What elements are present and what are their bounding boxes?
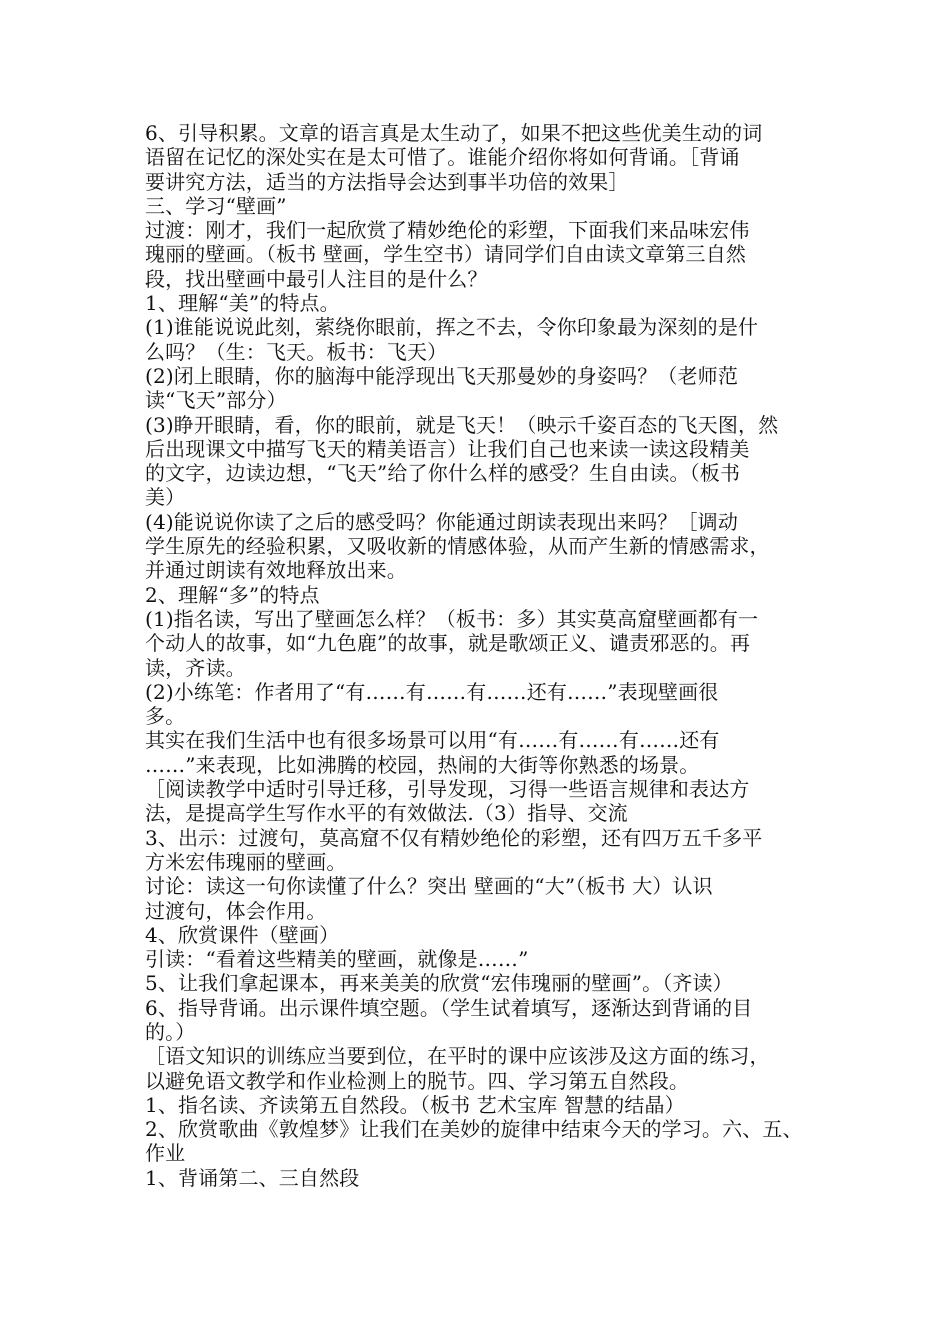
text-line: (3)睁开眼睛，看，你的眼前，就是飞天！（映示千姿百态的飞天图，然 <box>145 412 779 437</box>
text-line: ……”来表现，比如沸腾的校园，热闹的大街等你熟悉的场景。 <box>145 752 700 777</box>
text-line: 要讲究方法，适当的方法指导会达到事半功倍的效果］ <box>145 169 629 194</box>
text-line: 方米宏伟瑰丽的壁画。 <box>145 849 347 874</box>
text-line: 学生原先的经验积累，又吸收新的情感体验，从而产生新的情感需求， <box>145 534 770 559</box>
text-line: 段，找出壁画中最引人注目的是什么？ <box>145 266 488 291</box>
text-line: ［语文知识的训练应当要到位，在平时的课中应该涉及这方面的练习， <box>145 1044 770 1069</box>
text-line: 2、理解“多”的特点 <box>145 582 320 607</box>
text-line: 5、让我们拿起课本，再来美美的欣赏“宏伟瑰丽的壁画”。（齐读） <box>145 971 733 996</box>
text-line: (1)指名读，写出了壁画怎么样？（板书：多）其实莫高窟壁画都有一 <box>145 606 759 631</box>
text-line: 6、引导积累。文章的语言真是太生动了，如果不把这些优美生动的词 <box>145 121 763 145</box>
text-line: 后出现课文中描写飞天的精美语言）让我们自己也来读一读这段精美 <box>145 436 750 461</box>
text-line: 过渡：刚才，我们一起欣赏了精妙绝伦的彩塑，下面我们来品味宏伟 <box>145 218 750 243</box>
text-line: ［阅读教学中适时引导迁移，引导发现，习得一些语言规律和表达方 <box>145 777 750 802</box>
document-body <box>145 121 815 1190</box>
text-line: 以避免语文教学和作业检测上的脱节。四、学习第五自然段。 <box>145 1068 690 1093</box>
text-line: 多。 <box>145 704 186 729</box>
text-line: 1、指名读、齐读第五自然段。（板书 艺术宝库 智慧的结晶） <box>145 1092 685 1117</box>
text-line: 读“飞天”部分） <box>145 388 287 413</box>
text-line: 的文字，边读边想，“飞天”给了你什么样的感受？生自由读。（板书 <box>145 461 741 486</box>
text-line: 6、指导背诵。出示课件填空题。（学生试着填写，逐渐达到背诵的目 <box>145 995 753 1020</box>
text-line: (2)闭上眼睛，你的脑海中能浮现出飞天那曼妙的身姿吗？（老师范 <box>145 363 738 388</box>
text-line: (2)小练笔：作者用了“有……有……有……还有……”表现壁画很 <box>145 679 719 704</box>
text-line: 语留在记忆的深处实在是太可惜了。谁能介绍你将如何背诵。［背诵 <box>145 145 740 170</box>
section-heading: 三、学习“壁画” <box>145 193 287 218</box>
text-line: 4、欣赏课件（壁画） <box>145 922 340 947</box>
text-line: 么吗？（生：飞天。板书：飞天） <box>145 339 448 364</box>
text-line: (4)能说说你读了之后的感受吗？你能通过朗读表现出来吗？［调动 <box>145 509 738 534</box>
text-line: 读，齐读。 <box>145 655 246 680</box>
text-line: 引读：“看着这些精美的壁画，就像是……” <box>145 947 529 972</box>
text-line: 美） <box>145 485 186 510</box>
text-line: 其实在我们生活中也有很多场景可以用“有……有……有……还有 <box>145 728 720 753</box>
text-line: 1、理解“美”的特点。 <box>145 291 340 316</box>
text-line: 3、出示：过渡句，莫高窟不仅有精妙绝伦的彩塑，还有四万五千多平 <box>145 825 763 850</box>
text-line: 2、欣赏歌曲《敦煌梦》让我们在美妙的旋律中结束今天的学习。六、五、 <box>145 1117 803 1142</box>
text-line: 作业 <box>145 1141 186 1166</box>
text-line: 的。） <box>145 1019 196 1044</box>
text-line: 个动人的故事，如“九色鹿”的故事，就是歌颂正义、谴责邪恶的。再 <box>145 631 751 656</box>
text-line: 瑰丽的壁画。（板书 壁画，学生空书）请同学们自由读文章第三自然 <box>145 242 747 267</box>
text-line: 过渡句，体会作用。 <box>145 898 327 923</box>
text-line: (1)谁能说说此刻，萦绕你眼前，挥之不去，令你印象最为深刻的是什 <box>145 315 759 340</box>
text-line: 法，是提高学生写作水平的有效做法.（3）指导、交流 <box>145 801 628 826</box>
text-line: 讨论：读这一句你读懂了什么？突出 壁画的“大”（板书 大）认识 <box>145 874 713 899</box>
text-line: 并通过朗读有效地释放出来。 <box>145 558 407 583</box>
text-line: 1、背诵第二、三自然段 <box>145 1165 360 1190</box>
